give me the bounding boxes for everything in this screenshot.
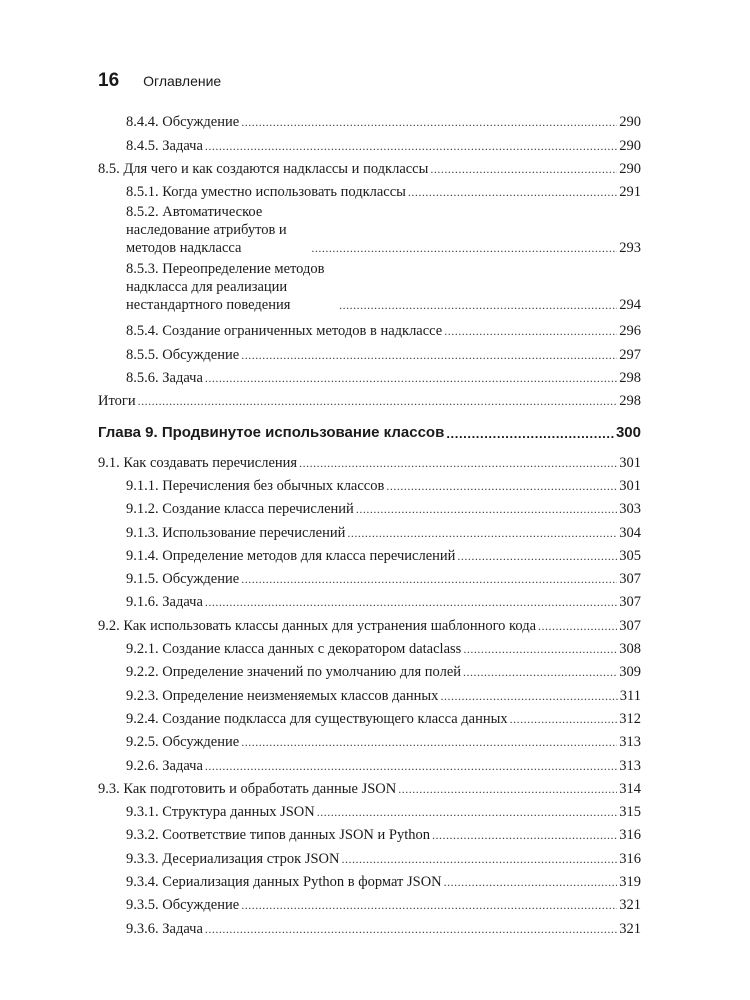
dot-leader [299, 454, 617, 472]
toc-entry [98, 844, 641, 867]
toc-entry-page: 305 [619, 547, 641, 564]
toc-entry-title: 8.5.6. Задача [126, 370, 203, 387]
dot-leader [457, 547, 617, 565]
dot-leader [205, 137, 617, 155]
toc-entry-page: 315 [619, 804, 641, 821]
toc-entry-page: 307 [619, 571, 641, 588]
toc-entry [98, 728, 641, 751]
toc-entry-page: 309 [619, 664, 641, 681]
toc-entry-title: 9.1.3. Использование перечислений [126, 524, 346, 541]
dot-leader [241, 346, 617, 364]
dot-leader [510, 710, 618, 728]
toc-entry [98, 775, 641, 798]
toc-entry-page: 294 [619, 297, 641, 314]
toc-entry-page: 321 [619, 920, 641, 937]
toc-entry-page: 307 [619, 594, 641, 611]
toc-entry [98, 588, 641, 611]
toc-entry-title: 9.1.1. Перечисления без обычных классов [126, 477, 385, 494]
dot-leader [241, 896, 617, 914]
toc-entry-page: 290 [619, 137, 641, 154]
dot-leader [205, 757, 617, 775]
toc-entry-title: 8.5.4. Создание ограниченных методов в надклассе [126, 323, 443, 340]
toc-entry-title: 9.3. Как подготовить и обработать данные JSON [98, 780, 397, 797]
toc-entry-title: 9.3.3. Десериализация строк JSON [126, 850, 340, 867]
table-of-contents [98, 108, 641, 938]
toc-entry [98, 131, 641, 154]
toc-entry [98, 891, 641, 914]
toc-entry [98, 542, 641, 565]
toc-entry-page: 311 [619, 687, 641, 704]
toc-entry-page: 298 [619, 393, 641, 410]
dot-leader [311, 239, 617, 257]
toc-entry-page: 297 [619, 346, 641, 363]
running-title: Оглавление [143, 73, 222, 89]
toc-entry-page: 313 [619, 734, 641, 751]
toc-entry-page: 298 [619, 370, 641, 387]
toc-entry [98, 821, 641, 844]
toc-entry-page: 312 [619, 710, 641, 727]
dot-leader [241, 733, 617, 751]
toc-entry-page: 313 [619, 757, 641, 774]
toc-entry-page: 316 [619, 850, 641, 867]
dot-leader [538, 617, 617, 635]
toc-entry-title: 9.3.5. Обсуждение [126, 897, 240, 914]
toc-entry [98, 364, 641, 387]
toc-entry [98, 798, 641, 821]
dot-leader [444, 873, 618, 891]
toc-entry-title: 8.5.3. Переопределение методов надкласса для реализации нестандартного поведения [126, 261, 325, 314]
toc-entry [98, 658, 641, 681]
toc-entry [98, 868, 641, 891]
toc-entry-title: Итоги [98, 393, 136, 410]
toc-entry [98, 260, 641, 314]
toc-entry-title: 9.1.4. Определение методов для класса перечислений [126, 547, 456, 564]
toc-entry [98, 448, 641, 471]
page-number: 16 [98, 70, 120, 91]
dot-leader [430, 160, 617, 178]
dot-leader [341, 850, 617, 868]
toc-entry-page: 291 [619, 184, 641, 201]
toc-entry-page: 319 [619, 874, 641, 891]
dot-leader [398, 780, 617, 798]
toc-entry [98, 495, 641, 518]
toc-entry [98, 108, 641, 131]
toc-entry [98, 681, 641, 704]
toc-entry [98, 178, 641, 201]
dot-leader [444, 322, 617, 340]
running-header [98, 70, 221, 92]
toc-entry-title: 8.4.5. Задача [126, 137, 203, 154]
toc-entry-title: 9.2.1. Создание класса данных с декоратором dataclass [126, 641, 462, 658]
dot-leader [205, 920, 617, 938]
dot-leader [241, 570, 617, 588]
toc-entry [98, 317, 641, 340]
dot-leader [446, 425, 614, 443]
toc-entry-title: 9.2.2. Определение значений по умолчанию для полей [126, 664, 462, 681]
dot-leader [432, 826, 617, 844]
toc-entry-title: 9.3.4. Сериализация данных Python в формат JSON [126, 874, 442, 891]
toc-entry [98, 340, 641, 363]
toc-entry-page: 321 [619, 897, 641, 914]
dot-leader [205, 369, 617, 387]
dot-leader [205, 593, 617, 611]
toc-entry [98, 387, 641, 410]
toc-entry-page: 314 [619, 780, 641, 797]
toc-entry [98, 705, 641, 728]
dot-leader [339, 296, 617, 314]
dot-leader [408, 183, 617, 201]
toc-entry-title: 9.2.3. Определение неизменяемых классов данных [126, 687, 439, 704]
toc-entry-title: 9.1.2. Создание класса перечислений [126, 501, 354, 518]
toc-entry-title: 9.3.2. Соответствие типов данных JSON и Python [126, 827, 430, 844]
toc-entry [98, 914, 641, 937]
dot-leader [138, 392, 618, 410]
chapter-title: Глава 9. Продвинутое использование классов [98, 424, 445, 442]
toc-entry-title: 9.3.6. Задача [126, 920, 203, 937]
toc-entry-page: 303 [619, 501, 641, 518]
dot-leader [463, 640, 617, 658]
toc-entry-title: 9.1.5. Обсуждение [126, 571, 240, 588]
toc-entry-page: 296 [619, 323, 641, 340]
chapter-page: 300 [615, 424, 641, 442]
toc-entry-title: 9.1. Как создавать перечисления [98, 454, 298, 471]
toc-entry-title: 9.1.6. Задача [126, 594, 203, 611]
toc-entry [98, 565, 641, 588]
toc-entry [98, 635, 641, 658]
toc-entry [98, 203, 641, 257]
toc-entry-page: 304 [619, 524, 641, 541]
toc-entry-page: 316 [619, 827, 641, 844]
dot-leader [241, 113, 617, 131]
toc-entry [98, 611, 641, 634]
toc-entry-page: 290 [619, 160, 641, 177]
toc-entry-page: 301 [619, 477, 641, 494]
toc-entry-title: 8.5.1. Когда уместно использовать подклассы [126, 184, 406, 201]
toc-entry-page: 293 [619, 240, 641, 257]
toc-entry-title: 9.2.5. Обсуждение [126, 734, 240, 751]
toc-entry-page: 290 [619, 114, 641, 131]
toc-entry-title: 9.2.4. Создание подкласса для существующего класса данных [126, 710, 508, 727]
dot-leader [440, 687, 617, 705]
toc-entry [98, 518, 641, 541]
dot-leader [347, 524, 617, 542]
toc-entry-page: 308 [619, 641, 641, 658]
toc-entry [98, 155, 641, 178]
toc-entry-title: 8.4.4. Обсуждение [126, 114, 240, 131]
chapter-heading [98, 419, 641, 443]
toc-entry-title: 8.5.5. Обсуждение [126, 346, 240, 363]
toc-entry-title: 9.2.6. Задача [126, 757, 203, 774]
dot-leader [356, 500, 617, 518]
toc-entry-title: 9.2. Как использовать классы данных для устранения шаблонного кода [98, 617, 537, 634]
toc-entry-title: 9.3.1. Структура данных JSON [126, 804, 315, 821]
toc-entry-title: 8.5.2. Автоматическое наследование атрибутов и методов надкласса [126, 204, 287, 257]
toc-entry [98, 472, 641, 495]
dot-leader [463, 663, 617, 681]
toc-entry-page: 301 [619, 454, 641, 471]
dot-leader [386, 477, 617, 495]
toc-entry-title: 8.5. Для чего и как создаются надклассы и подклассы [98, 160, 429, 177]
dot-leader [317, 803, 618, 821]
toc-entry-page: 307 [619, 617, 641, 634]
toc-entry [98, 751, 641, 774]
